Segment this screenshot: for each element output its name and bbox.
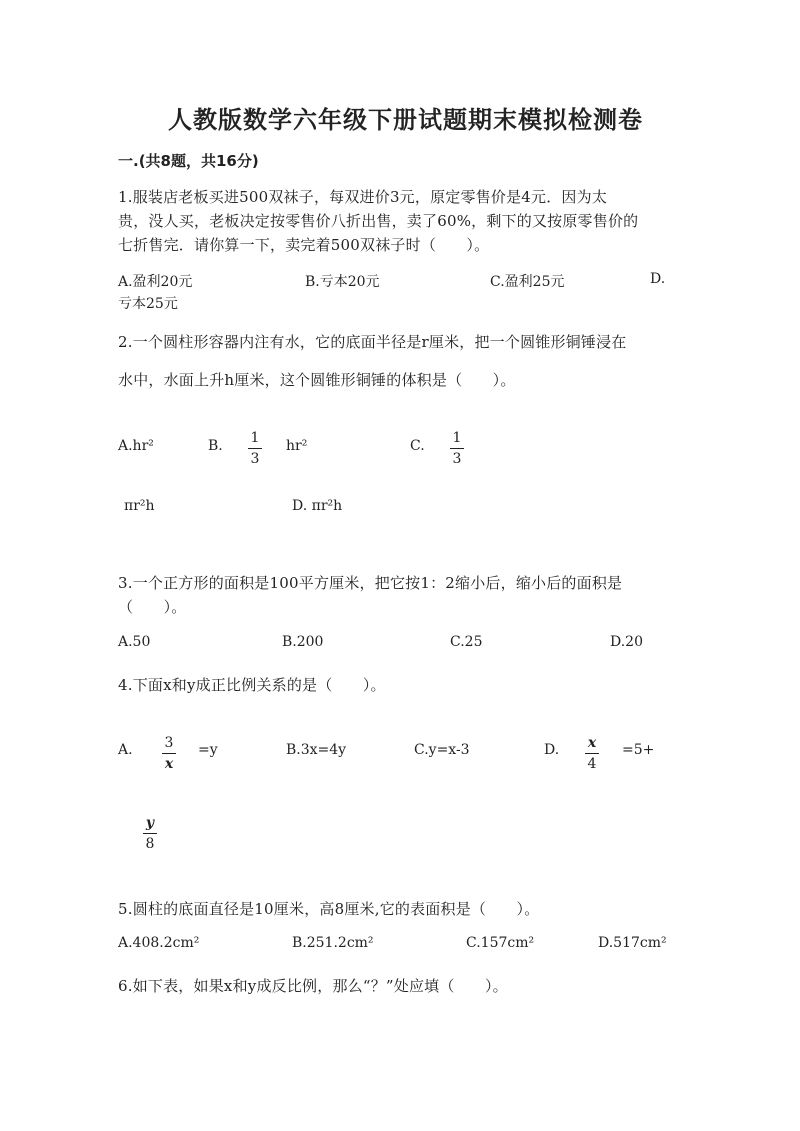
question-4-text-line-1: 4.下面x和y成正比例关系的是（ ）。 (118, 676, 386, 694)
fraction-denominator: 8 (145, 836, 155, 852)
question-4-option-c[interactable]: C.y=x-3 (414, 742, 470, 758)
question-4-option-a[interactable]: A. (118, 742, 133, 758)
question-3-text-line-1: 3.一个正方形的面积是100平方厘米，把它按1：2缩小后，缩小后的面积是 (118, 574, 623, 592)
fraction-denominator: 3 (452, 451, 462, 467)
question-3-option-b[interactable]: B.200 (282, 634, 324, 650)
fraction-numerator: x (587, 735, 597, 751)
fraction-numerator: 1 (250, 430, 260, 446)
question-4-option-a-tail: =y (198, 742, 218, 758)
question-5-text-line-1: 5.圆柱的底面直径是10厘米，高8厘米,它的表面积是（ ）。 (118, 900, 540, 918)
question-2-option-b-tail: hr² (286, 438, 308, 454)
question-4-option-d-fraction (585, 735, 599, 772)
question-2-option-d[interactable]: D. πr²h (292, 498, 343, 514)
question-2-option-b[interactable]: B. (208, 438, 223, 454)
question-5-option-c[interactable]: C.157cm² (466, 935, 535, 951)
fraction-bar (585, 753, 599, 754)
question-3-option-d[interactable]: D.20 (610, 634, 643, 650)
question-2-option-b-fraction (248, 430, 262, 467)
fraction-bar (450, 448, 464, 449)
fraction-bar (248, 448, 262, 449)
question-4-option-b[interactable]: B.3x=4y (286, 742, 347, 758)
question-3-text-line-2: （ ）。 (118, 598, 187, 616)
question-1-text-line-3: 七折售完．请你算一下，卖完着500双袜子时（ ）。 (118, 236, 490, 254)
section-heading: 一.(共8题，共16分) (118, 152, 259, 170)
question-1-option-a[interactable]: A.盈利20元 (118, 274, 193, 290)
fraction-numerator: 3 (164, 735, 174, 751)
question-5-option-a[interactable]: A.408.2cm² (118, 935, 200, 951)
question-4-option-d-tail: =5+ (622, 742, 655, 758)
question-1-option-c[interactable]: C.盈利25元 (490, 274, 565, 290)
question-1-option-b[interactable]: B.亏本20元 (305, 274, 380, 290)
question-1-text-line-1: 1.服装店老板买进500双袜子，每双进价3元，原定零售价是4元．因为太 (118, 188, 608, 206)
question-3-option-a[interactable]: A.50 (118, 634, 151, 650)
fraction-bar (143, 833, 157, 834)
fraction-numerator: 1 (452, 430, 462, 446)
question-1-option-d-continued: 亏本25元 (118, 296, 178, 312)
question-5-option-b[interactable]: B.251.2cm² (292, 935, 374, 951)
question-3-option-c[interactable]: C.25 (450, 634, 483, 650)
question-4-option-d[interactable]: D. (544, 742, 560, 758)
question-1-option-d[interactable]: D. (650, 271, 666, 287)
fraction-denominator: 3 (250, 451, 260, 467)
fraction-bar (162, 753, 176, 754)
question-4-option-a-fraction (162, 735, 176, 772)
question-2-option-c[interactable]: C. (410, 438, 425, 454)
question-2-text-line-1: 2.一个圆柱形容器内注有水，它的底面半径是r厘米，把一个圆锥形铜锤浸在 (118, 333, 627, 351)
question-2-option-a[interactable]: A.hr² (118, 438, 154, 454)
question-1-text-line-2: 贵，没人买，老板决定按零售价八折出售，卖了60%，剩下的又按原零售价的 (118, 212, 639, 230)
fraction-numerator: y (145, 815, 155, 831)
question-2-option-c-fraction (450, 430, 464, 467)
question-2-option-c-continued: πr²h (124, 498, 155, 514)
question-4-option-d-fraction-continued (143, 815, 157, 852)
question-2-text-line-2: 水中，水面上升h厘米，这个圆锥形铜锤的体积是（ ）。 (118, 371, 516, 389)
fraction-denominator: x (164, 756, 174, 772)
page-title: 人教版数学六年级下册试题期末模拟检测卷 (168, 106, 643, 134)
fraction-denominator: 4 (587, 756, 597, 772)
question-5-option-d[interactable]: D.517cm² (598, 935, 667, 951)
question-6-text-line-1: 6.如下表，如果x和y成反比例，那么“？”处应填（ ）。 (118, 977, 508, 995)
